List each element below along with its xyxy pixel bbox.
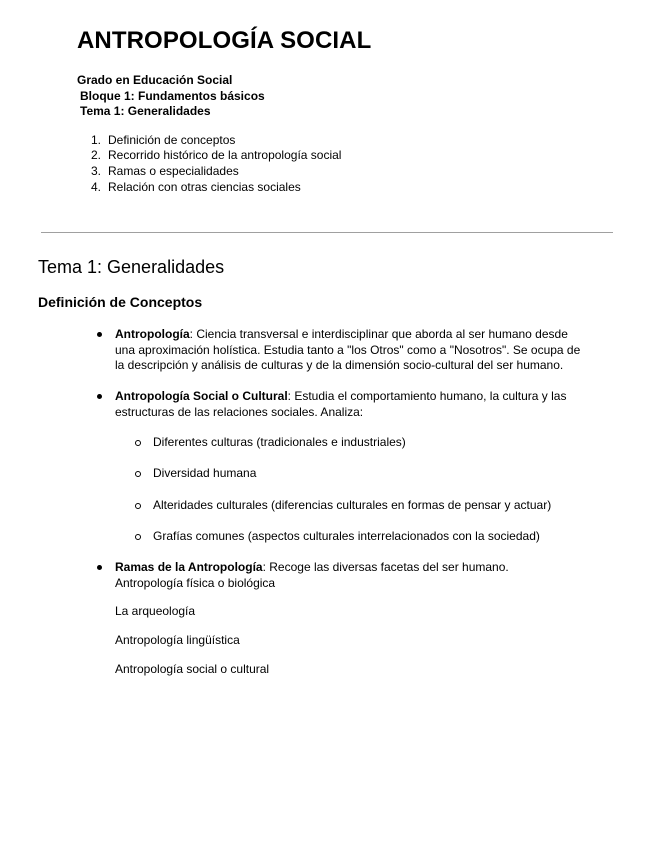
toc-label: Ramas o especialidades — [108, 164, 239, 178]
bullet-term: Antropología Social o Cultural — [115, 389, 288, 403]
toc-item — [83, 164, 239, 178]
bullet-dot-icon — [97, 332, 102, 337]
bullet-term: Ramas de la Antropología — [115, 560, 263, 574]
toc-label: Relación con otras ciencias sociales — [108, 180, 301, 194]
circle-bullet-icon — [135, 534, 141, 540]
block-line: Bloque 1: Fundamentos básicos — [80, 89, 265, 103]
bullet-paragraph — [115, 327, 585, 374]
bullet-paragraph — [115, 560, 585, 576]
topic-line: Tema 1: Generalidades — [80, 104, 211, 118]
bullet-text: : Estudia el comportamiento humano, la cultura y las estructuras de las relaciones sociales. Analiza: — [115, 389, 567, 419]
circle-bullet-icon — [135, 503, 141, 509]
toc-item — [83, 148, 341, 162]
degree-line: Grado en Educación Social — [77, 73, 233, 87]
toc-number: 3. — [90, 164, 101, 178]
sub-item: Grafías comunes (aspectos culturales interrelacionados con la sociedad) — [153, 529, 540, 543]
toc-item — [83, 180, 301, 194]
branch-item: La arqueología — [115, 604, 196, 618]
sub-item: Diferentes culturas (tradicionales e industriales) — [153, 435, 406, 449]
bullet-text: : Recoge las diversas facetas del ser humano. — [262, 560, 509, 574]
circle-bullet-icon — [135, 440, 141, 446]
section-heading: Tema 1: Generalidades — [38, 257, 225, 277]
document-title: ANTROPOLOGÍA SOCIAL — [77, 27, 372, 54]
toc-number: 4. — [90, 180, 101, 194]
bullet-text: : Ciencia transversal e interdisciplinar que aborda al ser humano desde una aproximación holística. Estudia tanto a "los Otros" como a "Nosotros". Se ocupa de la descripción y análisis de culturas y de la dimensión socio-cultural del ser humano. — [115, 327, 581, 373]
sub-item: Alteridades culturales (diferencias culturales en formas de pensar y actuar) — [153, 498, 552, 512]
toc-item — [83, 133, 235, 147]
toc-label: Definición de conceptos — [108, 133, 236, 147]
section-subheading: Definición de Conceptos — [38, 294, 203, 310]
horizontal-divider — [41, 232, 613, 233]
sub-item: Diversidad humana — [153, 466, 257, 480]
bullet-paragraph — [115, 389, 585, 420]
branch-item: Antropología lingüística — [115, 633, 240, 647]
toc-label: Recorrido histórico de la antropología social — [108, 148, 342, 162]
branch-item: Antropología física o biológica — [115, 576, 276, 590]
circle-bullet-icon — [135, 471, 141, 477]
bullet-dot-icon — [97, 394, 102, 399]
bullet-dot-icon — [97, 565, 102, 570]
bullet-term: Antropología — [115, 327, 190, 341]
branch-item: Antropología social o cultural — [115, 662, 270, 676]
toc-number: 1. — [90, 133, 101, 147]
toc-number: 2. — [90, 148, 101, 162]
